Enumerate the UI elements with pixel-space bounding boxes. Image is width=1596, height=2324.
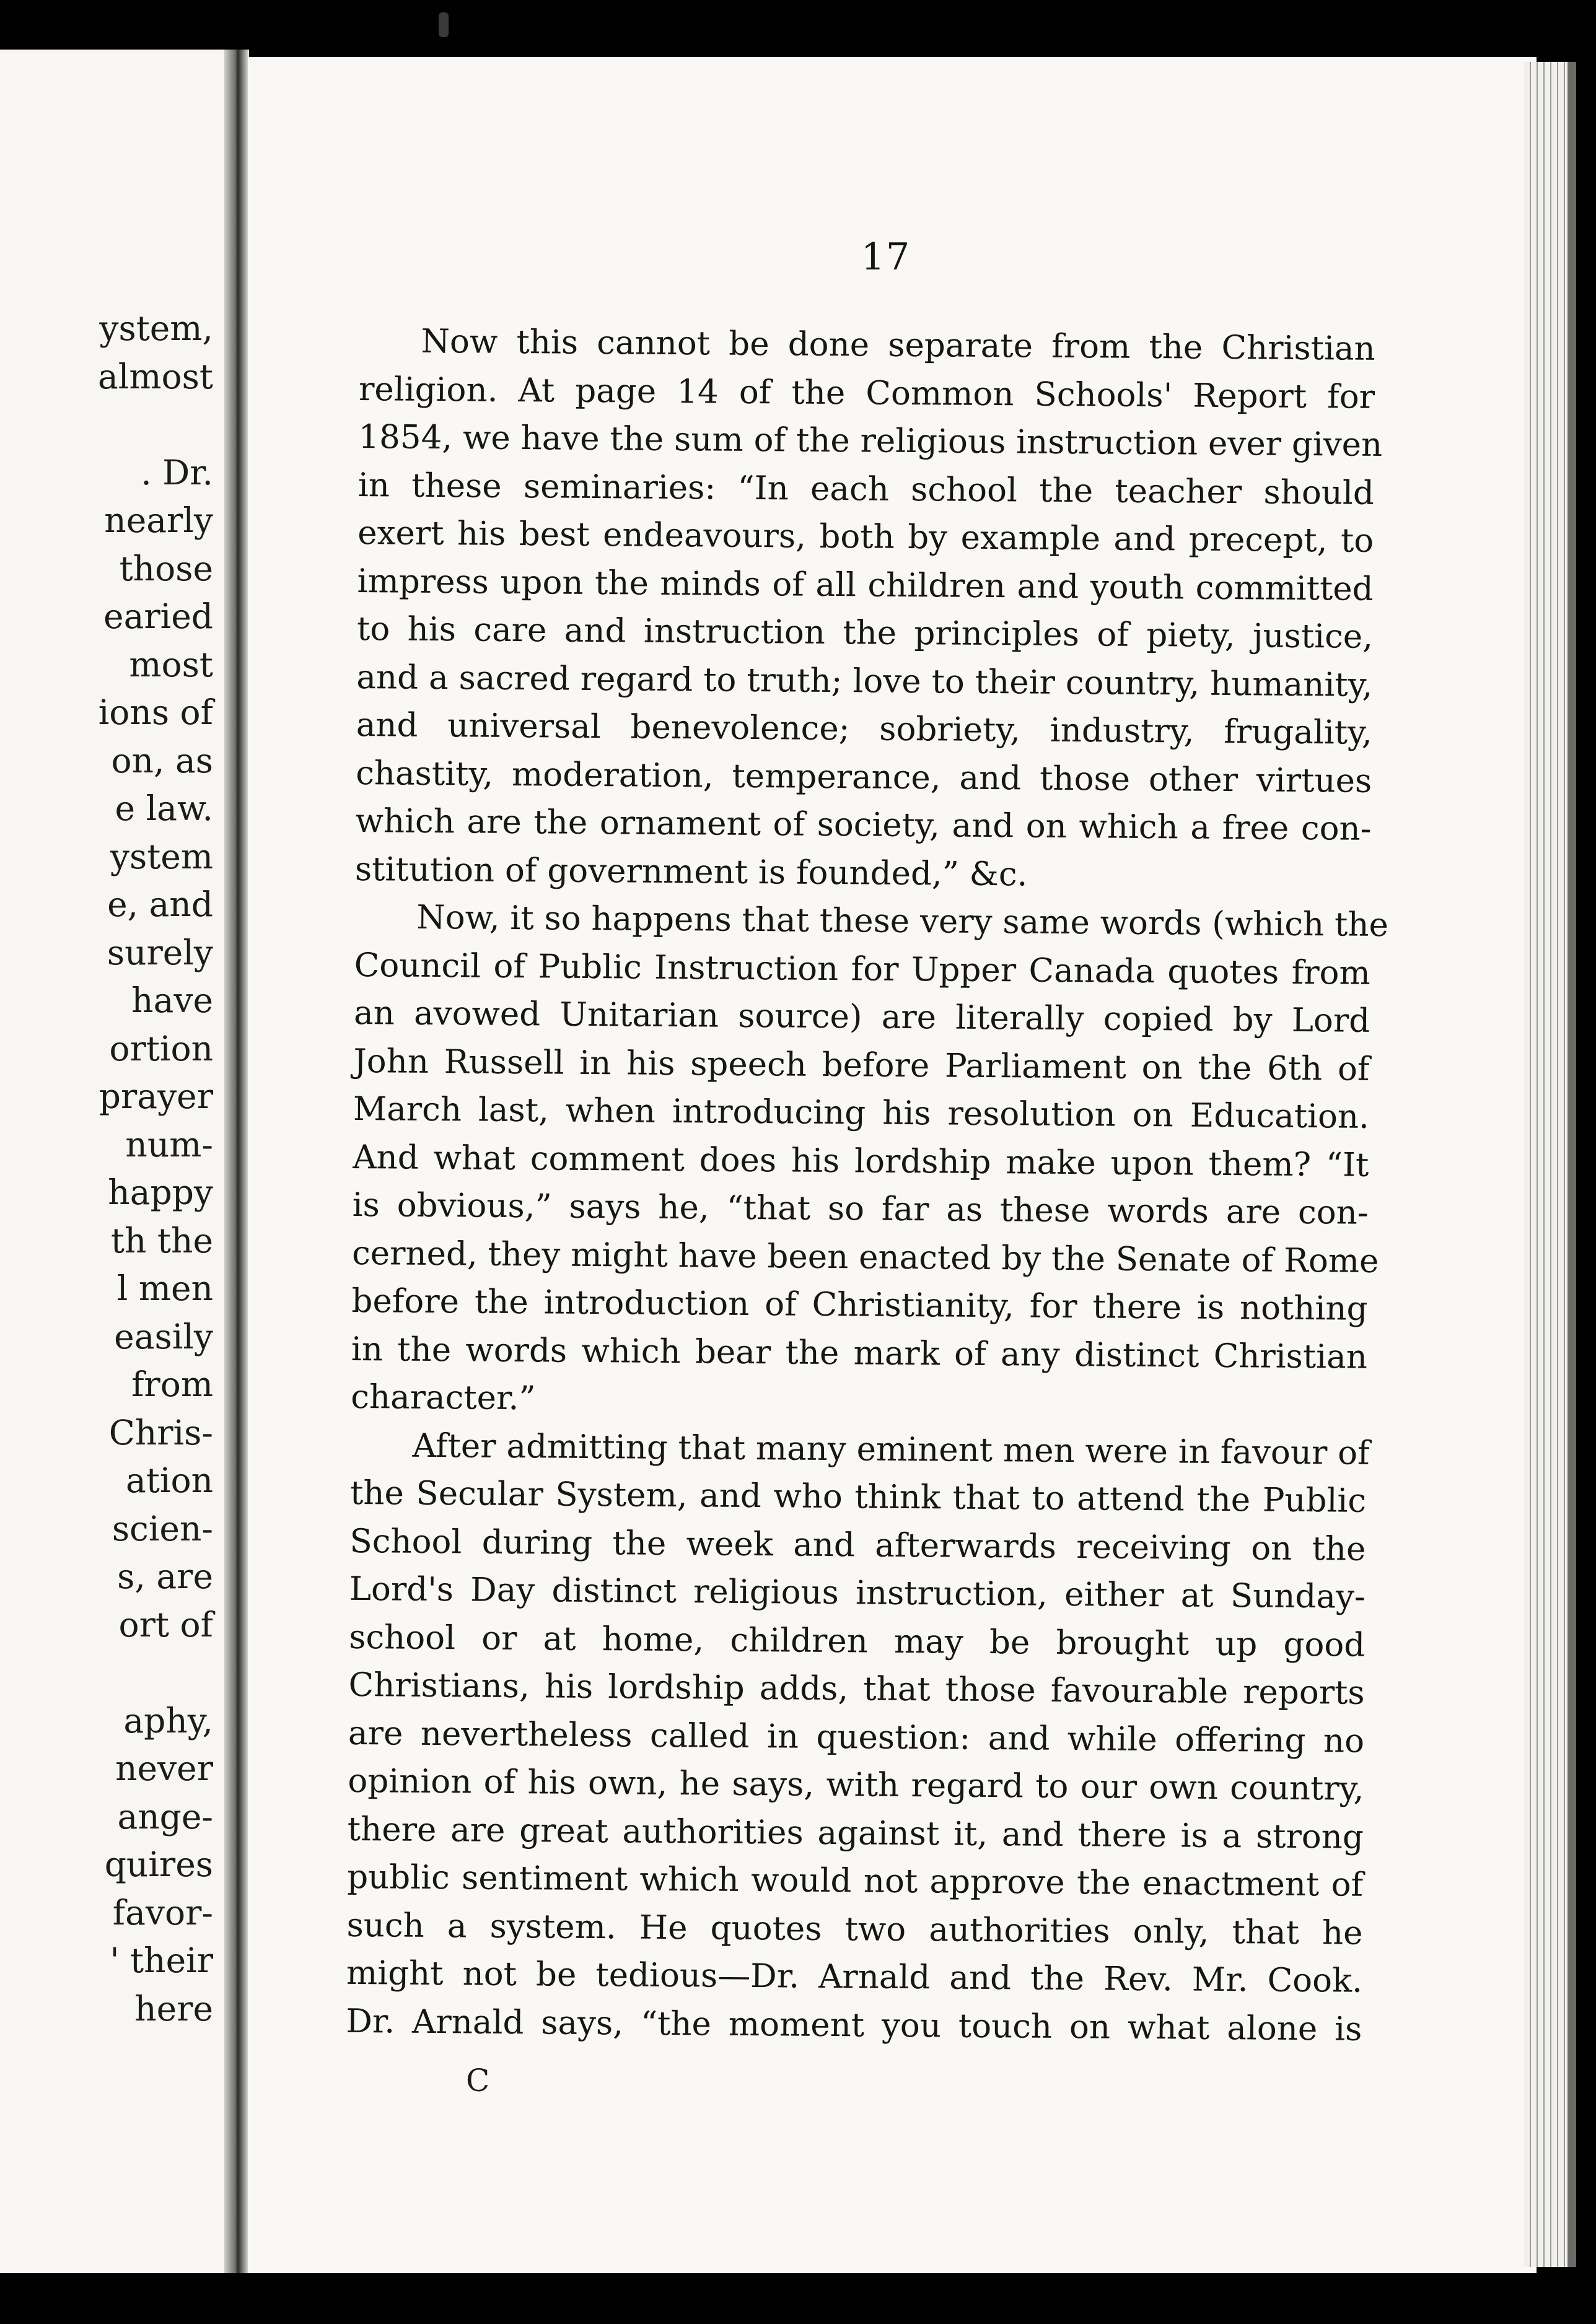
left-line: ions of <box>98 692 213 732</box>
left-line: favor- <box>112 1892 213 1933</box>
text-line: is obvious,” says he, “that so far as these words are con- <box>352 1186 1369 1232</box>
signature-mark: C <box>466 2063 490 2099</box>
text-line: public sentiment which would not approve the enactment of <box>346 1858 1364 1904</box>
text-line: And what comment does his lordship make upon them? “It <box>353 1138 1369 1184</box>
left-page-text <box>0 305 213 2033</box>
left-line: happy <box>108 1173 213 1212</box>
text-line: Council of Public Instruction for Upper Canada quotes from <box>354 946 1370 992</box>
left-line: ange- <box>117 1796 213 1837</box>
left-line: never <box>115 1749 213 1788</box>
left-line: ystem <box>110 836 213 876</box>
text-line: exert his best endeavours, both by example and precept, to <box>357 513 1374 560</box>
left-line: aphy, <box>123 1700 213 1741</box>
text-line: John Russell in his speech before Parliament on the 6th of <box>353 1042 1370 1088</box>
text-line: school or at home, children may be brought up good <box>349 1618 1366 1664</box>
left-line: almost <box>98 356 213 396</box>
text-line: such a system. He quotes two authorities only, that he <box>346 1906 1363 1952</box>
text-line: before the introduction of Christianity, for there is nothing <box>351 1282 1368 1328</box>
text-line: Now this cannot be done separate from the Christian <box>421 322 1375 368</box>
left-line: th the <box>110 1220 213 1260</box>
text-line: School during the week and afterwards receiving on the <box>349 1522 1366 1568</box>
left-line: Chris- <box>108 1412 213 1452</box>
text-line: impress upon the minds of all children and youth committed <box>357 562 1374 608</box>
text-line: the Secular System, and who think that to attend the Public <box>349 1474 1367 1520</box>
page-edges <box>1524 62 1568 2267</box>
left-line: prayer <box>99 1077 213 1116</box>
text-line: which are the ornament of society, and on which a free con- <box>355 802 1372 848</box>
left-line <box>0 1649 213 1697</box>
left-line: surely <box>107 932 213 972</box>
left-line: most <box>129 644 213 684</box>
left-line: ystem, <box>99 308 213 348</box>
left-line: ation <box>125 1461 213 1500</box>
left-line <box>0 401 213 449</box>
text-line: Lord's Day distinct religious instruction, either at Sunday- <box>349 1570 1366 1616</box>
page-body-text <box>346 317 1389 2053</box>
page-edge-shadow <box>1568 62 1576 2267</box>
left-line: earied <box>103 596 213 636</box>
book-gutter <box>224 50 249 2273</box>
text-line: March last, when introducing his resolution on Education. <box>353 1090 1370 1136</box>
text-line: Now, it so happens that these very same words (which the <box>416 898 1389 945</box>
left-line: here <box>134 1988 213 2029</box>
left-line: . Dr. <box>141 452 213 492</box>
text-line: and a sacred regard to truth; love to their country, humanity, <box>356 658 1373 704</box>
text-line: in the words which bear the mark of any distinct Christian <box>351 1330 1368 1376</box>
left-line: s, are <box>117 1557 213 1596</box>
left-line: those <box>119 548 213 588</box>
text-line: After admitting that many eminent men were in favour of <box>412 1426 1370 1472</box>
left-line: from <box>131 1365 213 1404</box>
left-line: ' their <box>110 1941 213 1980</box>
text-line: Dr. Arnald says, “the moment you touch on what alone is <box>346 2002 1362 2048</box>
left-line: num- <box>125 1124 213 1164</box>
left-line: quires <box>104 1845 213 1884</box>
left-line: ortion <box>109 1028 213 1068</box>
text-line: 1854, we have the sum of the religious instruction ever given <box>358 417 1383 464</box>
left-page <box>0 50 230 2273</box>
text-line: are nevertheless called in question: and while offering no <box>348 1714 1365 1760</box>
text-line: chastity, moderation, temperance, and those other virtues <box>355 754 1372 800</box>
page-number: 17 <box>861 235 911 279</box>
text-line: stitution of government is founded,” &c. <box>354 850 1028 893</box>
left-line: l men <box>116 1269 213 1308</box>
left-line: nearly <box>104 500 213 540</box>
text-line: Christians, his lordship adds, that those favourable reports <box>348 1666 1365 1712</box>
left-line: e, and <box>107 885 213 924</box>
left-line: easily <box>114 1316 213 1356</box>
scan-smudge <box>439 12 449 37</box>
text-line: an avowed Unitarian source) are literally copied by Lord <box>353 994 1370 1040</box>
text-line: there are great authorities against it, and there is a strong <box>347 1810 1364 1856</box>
text-line: religion. At page 14 of the Common Schools' Report for <box>358 370 1375 416</box>
left-line: ort of <box>118 1604 213 1645</box>
text-line: to his care and instruction the principles of piety, justice, <box>356 609 1374 656</box>
text-line: might not be tedious—Dr. Arnald and the Rev. Mr. Cook. <box>346 1954 1363 2000</box>
left-line: on, as <box>111 740 213 780</box>
text-line: cerned, they might have been enacted by the Senate of Rome <box>351 1234 1379 1280</box>
text-line: and universal benevolence; sobriety, industry, frugality, <box>356 706 1373 752</box>
text-line: character.” <box>351 1378 536 1418</box>
text-line: opinion of his own, he says, with regard to our own country, <box>348 1762 1364 1808</box>
left-line: scien- <box>112 1508 213 1549</box>
left-line: have <box>131 981 213 1020</box>
text-line: in these seminaries: “In each school the teacher should <box>357 466 1375 512</box>
left-line: e law. <box>115 788 213 828</box>
